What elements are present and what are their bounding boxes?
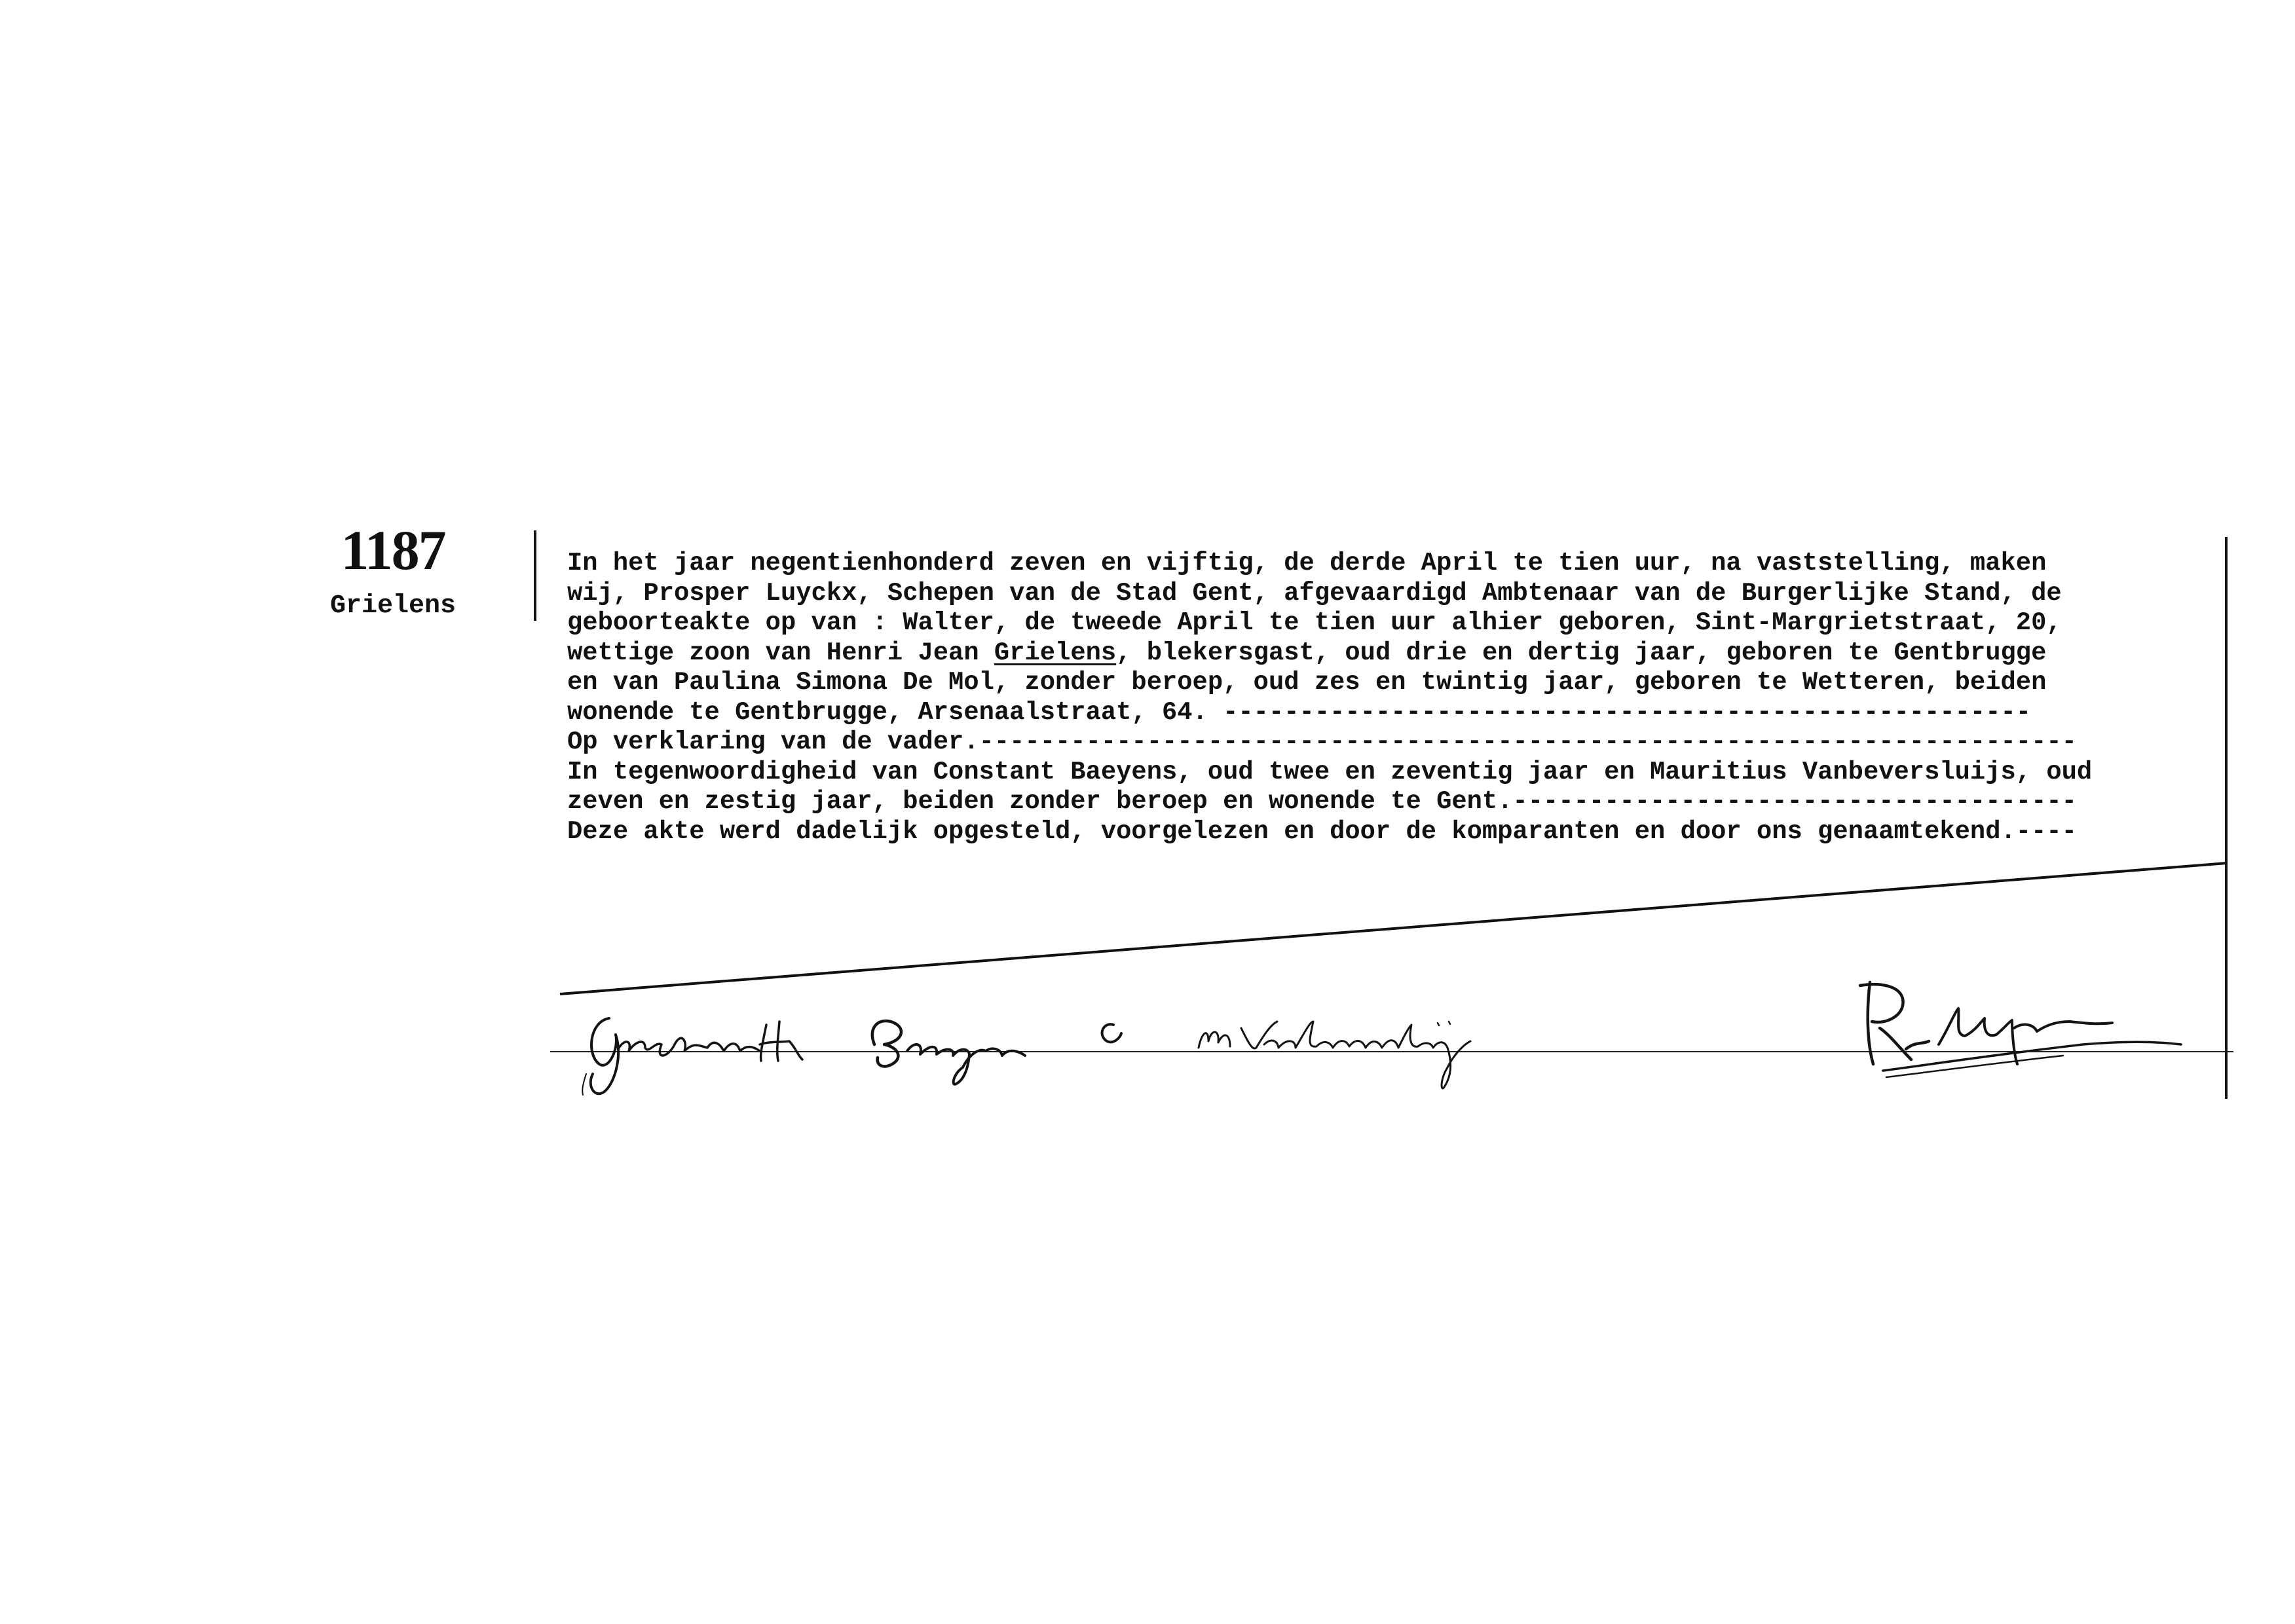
margin-surname: Grielens bbox=[329, 591, 457, 621]
highlighted-surname: Grielens bbox=[994, 638, 1117, 667]
act-line-4-end: , blekersgast, oud drie en dertig jaar, geboren te Gentbrugge bbox=[1116, 638, 2047, 667]
signature-witness-1 bbox=[872, 1021, 1121, 1084]
act-line-4-start: wettige zoon van Henri Jean bbox=[567, 638, 994, 667]
act-number: 1187 bbox=[341, 519, 445, 581]
act-line-6: wonende te Gentbrugge, Arsenaalstraat, 64. ----------------------------------------------------- bbox=[567, 697, 2032, 727]
act-line-3: geboorteakte op van : Walter, de tweede April te tien uur alhier geboren, Sint-Margrietstraat, 20, bbox=[567, 608, 2062, 637]
signature-witness-2 bbox=[1199, 1022, 1470, 1088]
act-line-5: en van Paulina Simona De Mol, zonder beroep, oud zes en twintig jaar, geboren te Wetteren, beiden bbox=[567, 668, 2047, 697]
signature-officer bbox=[1860, 982, 2181, 1077]
signature-father bbox=[582, 1018, 802, 1095]
act-line-10: Deze akte werd dadelijk opgesteld, voorgelezen en door de komparanten en door ons genaamtekend.---- bbox=[567, 817, 2077, 846]
act-line-7: Op verklaring van de vader.------------------------------------------------------------------------ bbox=[567, 728, 2077, 756]
act-line-2: wij, Prosper Luyckx, Schepen van de Stad Gent, afgevaardigd Ambtenaar van de Burgerlijke Stand, de bbox=[567, 578, 2062, 608]
closing-diagonal-line bbox=[560, 863, 2227, 994]
act-line-8: In tegenwoordigheid van Constant Baeyens, oud twee en zeventig jaar en Mauritius Vanbeversluijs, oud bbox=[567, 757, 2093, 786]
act-line-1: In het jaar negentienhonderd zeven en vijftig, de derde April te tien uur, na vaststelling, maken bbox=[567, 549, 2047, 578]
act-line-9: zeven en zestig jaar, beiden zonder beroep en wonende te Gent.------------------------------------- bbox=[567, 787, 2077, 816]
